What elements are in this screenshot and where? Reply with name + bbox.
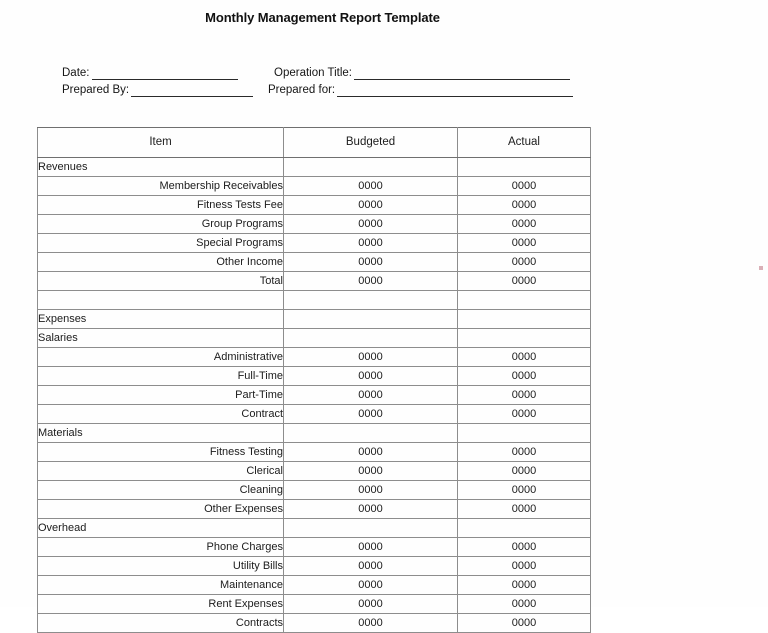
operation-title-field-label: Operation Title:: [274, 67, 352, 79]
table-row: [38, 443, 591, 462]
table-row: [38, 215, 591, 234]
operation-title-field[interactable]: [274, 66, 570, 80]
prepared-for-field-rule[interactable]: [337, 83, 573, 97]
row-section-label: Revenues: [38, 158, 284, 177]
row-budgeted-value[interactable]: 0000: [284, 196, 458, 215]
row-budgeted-value[interactable]: 0000: [284, 595, 458, 614]
row-actual-value[interactable]: [458, 424, 591, 443]
row-budgeted-value[interactable]: 0000: [284, 614, 458, 633]
row-actual-value[interactable]: 0000: [458, 576, 591, 595]
table-header-row: [38, 128, 591, 158]
row-actual-value[interactable]: 0000: [458, 196, 591, 215]
row-item-label: Cleaning: [38, 481, 284, 500]
row-item-label: Administrative: [38, 348, 284, 367]
table-row: [38, 557, 591, 576]
row-budgeted-value[interactable]: 0000: [284, 215, 458, 234]
row-actual-value[interactable]: 0000: [458, 462, 591, 481]
table-row: [38, 196, 591, 215]
column-header-actual: Actual: [458, 128, 591, 158]
table-row: [38, 386, 591, 405]
row-budgeted-value[interactable]: 0000: [284, 538, 458, 557]
row-actual-value[interactable]: 0000: [458, 405, 591, 424]
table-row: [38, 367, 591, 386]
row-actual-value[interactable]: 0000: [458, 234, 591, 253]
operation-title-field-rule[interactable]: [354, 66, 570, 80]
table-spacer-row: [38, 291, 591, 310]
row-actual-value[interactable]: 0000: [458, 215, 591, 234]
date-field[interactable]: [62, 66, 238, 80]
table-row: [38, 253, 591, 272]
row-budgeted-value[interactable]: 0000: [284, 348, 458, 367]
row-actual-value[interactable]: 0000: [458, 386, 591, 405]
table-row: [38, 348, 591, 367]
row-budgeted-value[interactable]: 0000: [284, 367, 458, 386]
row-actual-value[interactable]: 0000: [458, 538, 591, 557]
row-actual-value[interactable]: 0000: [458, 367, 591, 386]
column-header-budgeted: Budgeted: [284, 128, 458, 158]
row-actual-value[interactable]: [458, 310, 591, 329]
meta-row-second: [0, 83, 768, 100]
row-item-label: Rent Expenses: [38, 595, 284, 614]
meta-fields-block: [0, 66, 768, 106]
table-row: [38, 500, 591, 519]
report-table-wrapper: [37, 127, 590, 633]
row-item-label: Other Income: [38, 253, 284, 272]
table-row: [38, 405, 591, 424]
column-header-item: Item: [38, 128, 284, 158]
date-field-rule[interactable]: [92, 66, 238, 80]
row-budgeted-value[interactable]: [284, 519, 458, 538]
row-budgeted-value[interactable]: [284, 329, 458, 348]
row-actual-value[interactable]: [458, 158, 591, 177]
row-item-label: Fitness Testing: [38, 443, 284, 462]
row-budgeted-value[interactable]: 0000: [284, 500, 458, 519]
row-budgeted-value[interactable]: 0000: [284, 234, 458, 253]
prepared-by-field-label: Prepared By:: [62, 84, 130, 96]
row-actual-value[interactable]: 0000: [458, 595, 591, 614]
row-item-label: Maintenance: [38, 576, 284, 595]
row-actual-value[interactable]: [458, 291, 591, 310]
prepared-by-field[interactable]: [62, 83, 253, 97]
row-budgeted-value[interactable]: [284, 291, 458, 310]
page-title: Monthly Management Report Template: [205, 10, 440, 25]
row-item-label: Other Expenses: [38, 500, 284, 519]
row-budgeted-value[interactable]: 0000: [284, 462, 458, 481]
table-row: [38, 177, 591, 196]
date-field-label: Date:: [62, 67, 90, 79]
row-item-label: Contract: [38, 405, 284, 424]
row-actual-value[interactable]: 0000: [458, 348, 591, 367]
table-row: [38, 519, 591, 538]
row-budgeted-value[interactable]: 0000: [284, 481, 458, 500]
row-section-label: Salaries: [38, 329, 284, 348]
table-row: [38, 329, 591, 348]
table-row: [38, 481, 591, 500]
row-budgeted-value[interactable]: [284, 310, 458, 329]
row-actual-value[interactable]: [458, 519, 591, 538]
row-actual-value[interactable]: 0000: [458, 481, 591, 500]
prepared-by-field-rule[interactable]: [131, 83, 253, 97]
stray-mark-icon: [759, 266, 763, 270]
row-actual-value[interactable]: 0000: [458, 177, 591, 196]
report-table-body: [38, 158, 591, 633]
row-actual-value[interactable]: 0000: [458, 500, 591, 519]
row-actual-value[interactable]: 0000: [458, 557, 591, 576]
table-row: [38, 272, 591, 291]
table-row: [38, 424, 591, 443]
table-row: [38, 310, 591, 329]
row-section-label: Overhead: [38, 519, 284, 538]
table-row: [38, 158, 591, 177]
row-budgeted-value[interactable]: 0000: [284, 177, 458, 196]
prepared-for-field-label: Prepared for:: [268, 84, 336, 96]
row-item-label: Utility Bills: [38, 557, 284, 576]
table-row: [38, 538, 591, 557]
row-item-label: Contracts: [38, 614, 284, 633]
row-budgeted-value[interactable]: 0000: [284, 272, 458, 291]
row-item-label: Part-Time: [38, 386, 284, 405]
report-table-head: [38, 128, 591, 158]
row-actual-value[interactable]: 0000: [458, 253, 591, 272]
table-row: [38, 462, 591, 481]
prepared-for-field[interactable]: [268, 83, 573, 97]
table-row: [38, 576, 591, 595]
row-item-label: Special Programs: [38, 234, 284, 253]
row-item-label: Phone Charges: [38, 538, 284, 557]
row-actual-value[interactable]: 0000: [458, 272, 591, 291]
meta-row-first: [0, 66, 768, 83]
row-item-label: Group Programs: [38, 215, 284, 234]
row-actual-value[interactable]: 0000: [458, 614, 591, 633]
row-actual-value[interactable]: 0000: [458, 443, 591, 462]
table-row: [38, 614, 591, 633]
row-item-label: Clerical: [38, 462, 284, 481]
row-budgeted-value[interactable]: 0000: [284, 576, 458, 595]
row-item-label: Full-Time: [38, 367, 284, 386]
report-table: [37, 127, 591, 633]
row-item-label: [38, 291, 284, 310]
row-item-label: Fitness Tests Fee: [38, 196, 284, 215]
row-budgeted-value[interactable]: 0000: [284, 405, 458, 424]
row-budgeted-value[interactable]: 0000: [284, 386, 458, 405]
table-row: [38, 595, 591, 614]
row-budgeted-value[interactable]: 0000: [284, 557, 458, 576]
row-section-label: Materials: [38, 424, 284, 443]
row-budgeted-value[interactable]: [284, 158, 458, 177]
row-item-label: Total: [38, 272, 284, 291]
table-row: [38, 234, 591, 253]
row-budgeted-value[interactable]: 0000: [284, 253, 458, 272]
row-budgeted-value[interactable]: [284, 424, 458, 443]
row-budgeted-value[interactable]: 0000: [284, 443, 458, 462]
row-item-label: Membership Receivables: [38, 177, 284, 196]
row-section-label: Expenses: [38, 310, 284, 329]
row-actual-value[interactable]: [458, 329, 591, 348]
